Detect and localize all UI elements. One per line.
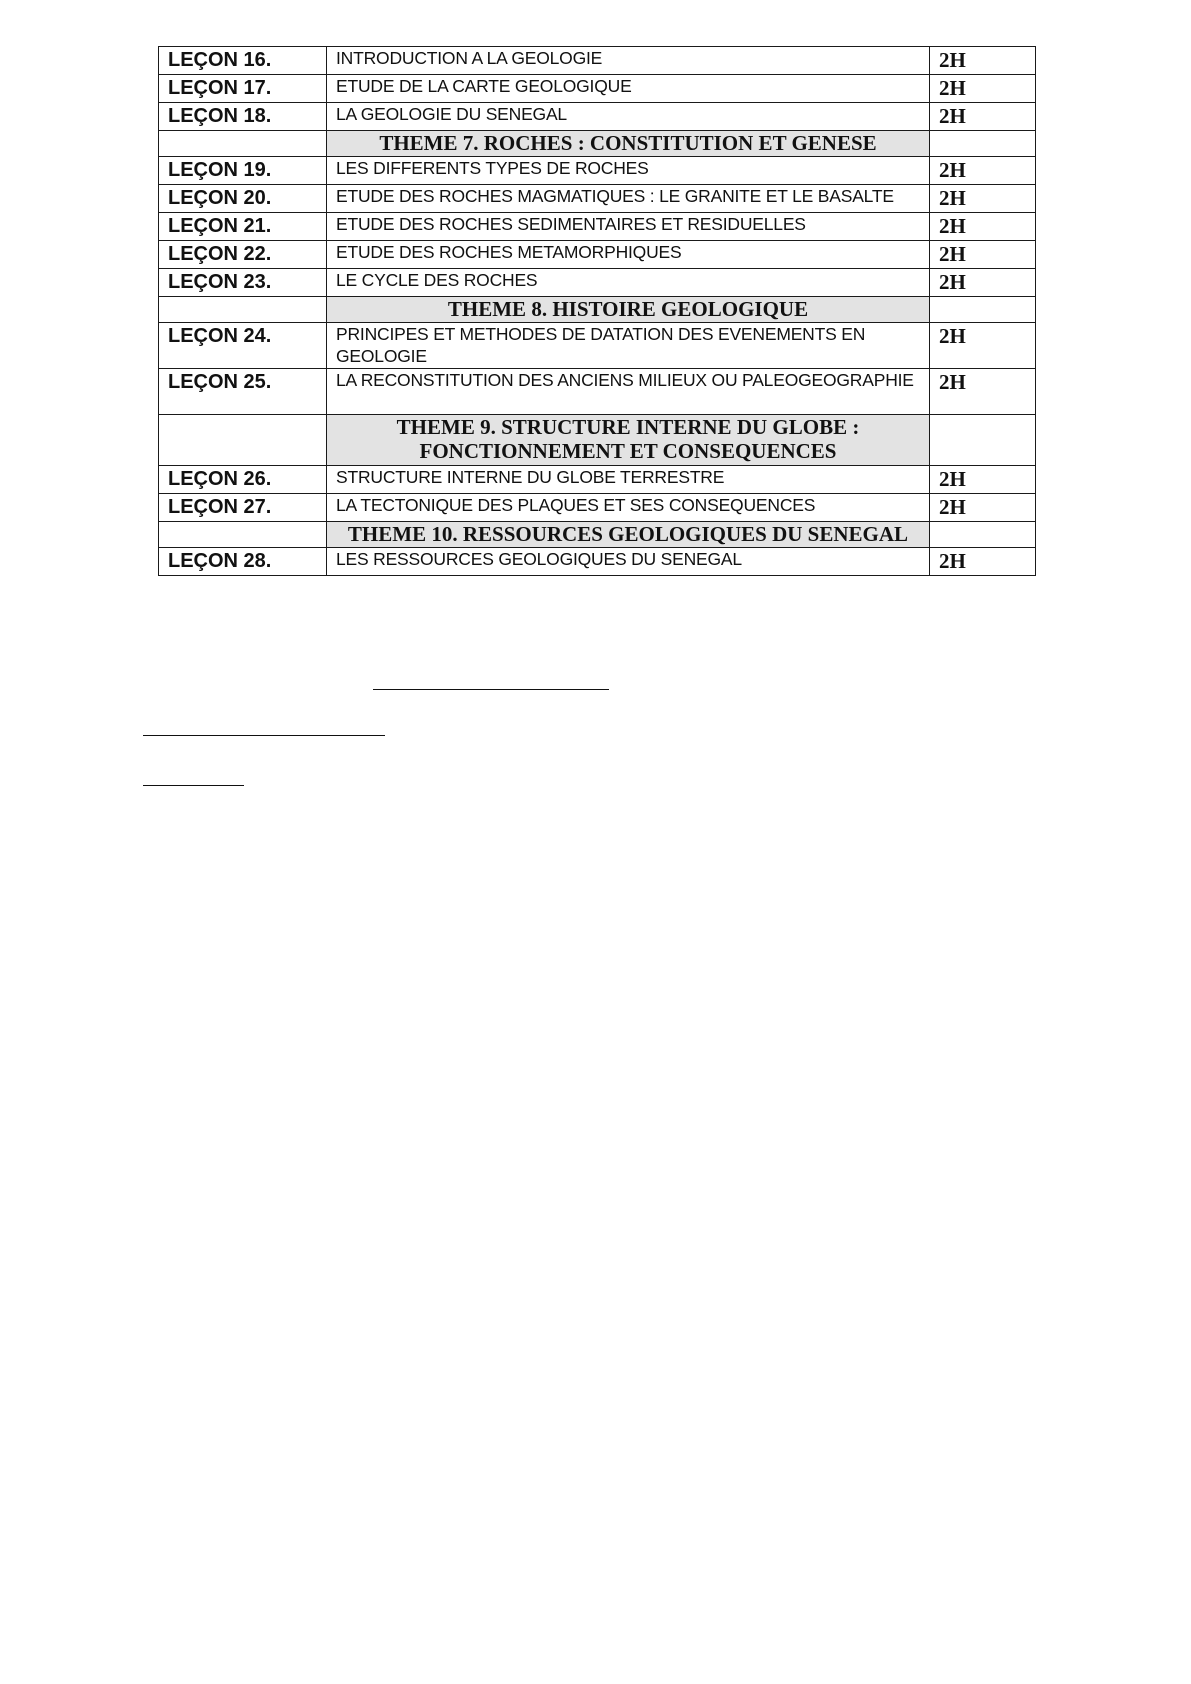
lesson-title: PRINCIPES ET METHODES DE DATATION DES EVENEMENTS EN GEOLOGIE [327,323,930,369]
lesson-hours: 2H [930,47,1036,75]
lesson-title: ETUDE DES ROCHES METAMORPHIQUES [327,241,930,269]
lesson-hours: 2H [930,269,1036,297]
theme-heading: THEME 9. STRUCTURE INTERNE DU GLOBE : FONCTIONNEMENT ET CONSEQUENCES [327,415,930,466]
lesson-hours: 2H [930,103,1036,131]
table-row [159,47,1036,75]
underline-rule [143,735,385,736]
lesson-number: LEÇON 17. [159,75,327,103]
lesson-title: LES RESSOURCES GEOLOGIQUES DU SENEGAL [327,548,930,576]
lesson-title: LES DIFFERENTS TYPES DE ROCHES [327,157,930,185]
lesson-program-table [158,46,1036,576]
lesson-hours: 2H [930,241,1036,269]
empty-cell [930,522,1036,548]
table-row [159,269,1036,297]
lesson-hours: 2H [930,369,1036,415]
theme-row [159,297,1036,323]
lesson-hours: 2H [930,213,1036,241]
table-row [159,494,1036,522]
lesson-hours: 2H [930,157,1036,185]
lesson-number: LEÇON 16. [159,47,327,75]
lesson-hours: 2H [930,548,1036,576]
table-row [159,157,1036,185]
theme-row [159,415,1036,466]
lesson-title: INTRODUCTION A LA GEOLOGIE [327,47,930,75]
lesson-number: LEÇON 25. [159,369,327,415]
lesson-hours: 2H [930,75,1036,103]
theme-heading: THEME 8. HISTOIRE GEOLOGIQUE [327,297,930,323]
table-row [159,466,1036,494]
theme-row [159,131,1036,157]
table-row [159,241,1036,269]
lesson-number: LEÇON 27. [159,494,327,522]
table-row [159,185,1036,213]
lesson-title: LA GEOLOGIE DU SENEGAL [327,103,930,131]
table-row [159,103,1036,131]
lesson-number: LEÇON 23. [159,269,327,297]
lesson-number: LEÇON 28. [159,548,327,576]
lesson-number: LEÇON 20. [159,185,327,213]
lesson-number: LEÇON 19. [159,157,327,185]
empty-cell [930,297,1036,323]
lesson-title: LE CYCLE DES ROCHES [327,269,930,297]
theme-heading: THEME 10. RESSOURCES GEOLOGIQUES DU SENEGAL [327,522,930,548]
lesson-title: LA RECONSTITUTION DES ANCIENS MILIEUX OU PALEOGEOGRAPHIE [327,369,930,415]
lesson-hours: 2H [930,185,1036,213]
lesson-hours: 2H [930,323,1036,369]
lesson-number: LEÇON 18. [159,103,327,131]
table-row [159,548,1036,576]
lesson-title: ETUDE DE LA CARTE GEOLOGIQUE [327,75,930,103]
lesson-number: LEÇON 24. [159,323,327,369]
lesson-title: LA TECTONIQUE DES PLAQUES ET SES CONSEQUENCES [327,494,930,522]
lesson-number: LEÇON 26. [159,466,327,494]
table-row [159,75,1036,103]
lesson-hours: 2H [930,494,1036,522]
underline-rule [143,785,244,786]
empty-cell [930,415,1036,466]
underline-rule [373,689,609,690]
table-row [159,323,1036,369]
lesson-title: ETUDE DES ROCHES SEDIMENTAIRES ET RESIDUELLES [327,213,930,241]
theme-row [159,522,1036,548]
theme-heading: THEME 7. ROCHES : CONSTITUTION ET GENESE [327,131,930,157]
lesson-hours: 2H [930,466,1036,494]
lesson-number: LEÇON 21. [159,213,327,241]
empty-cell [159,522,327,548]
table-row [159,213,1036,241]
empty-cell [159,415,327,466]
lesson-number: LEÇON 22. [159,241,327,269]
empty-cell [159,131,327,157]
lesson-title: STRUCTURE INTERNE DU GLOBE TERRESTRE [327,466,930,494]
empty-cell [159,297,327,323]
empty-cell [930,131,1036,157]
table-row [159,369,1036,415]
lesson-title: ETUDE DES ROCHES MAGMATIQUES : LE GRANITE ET LE BASALTE [327,185,930,213]
